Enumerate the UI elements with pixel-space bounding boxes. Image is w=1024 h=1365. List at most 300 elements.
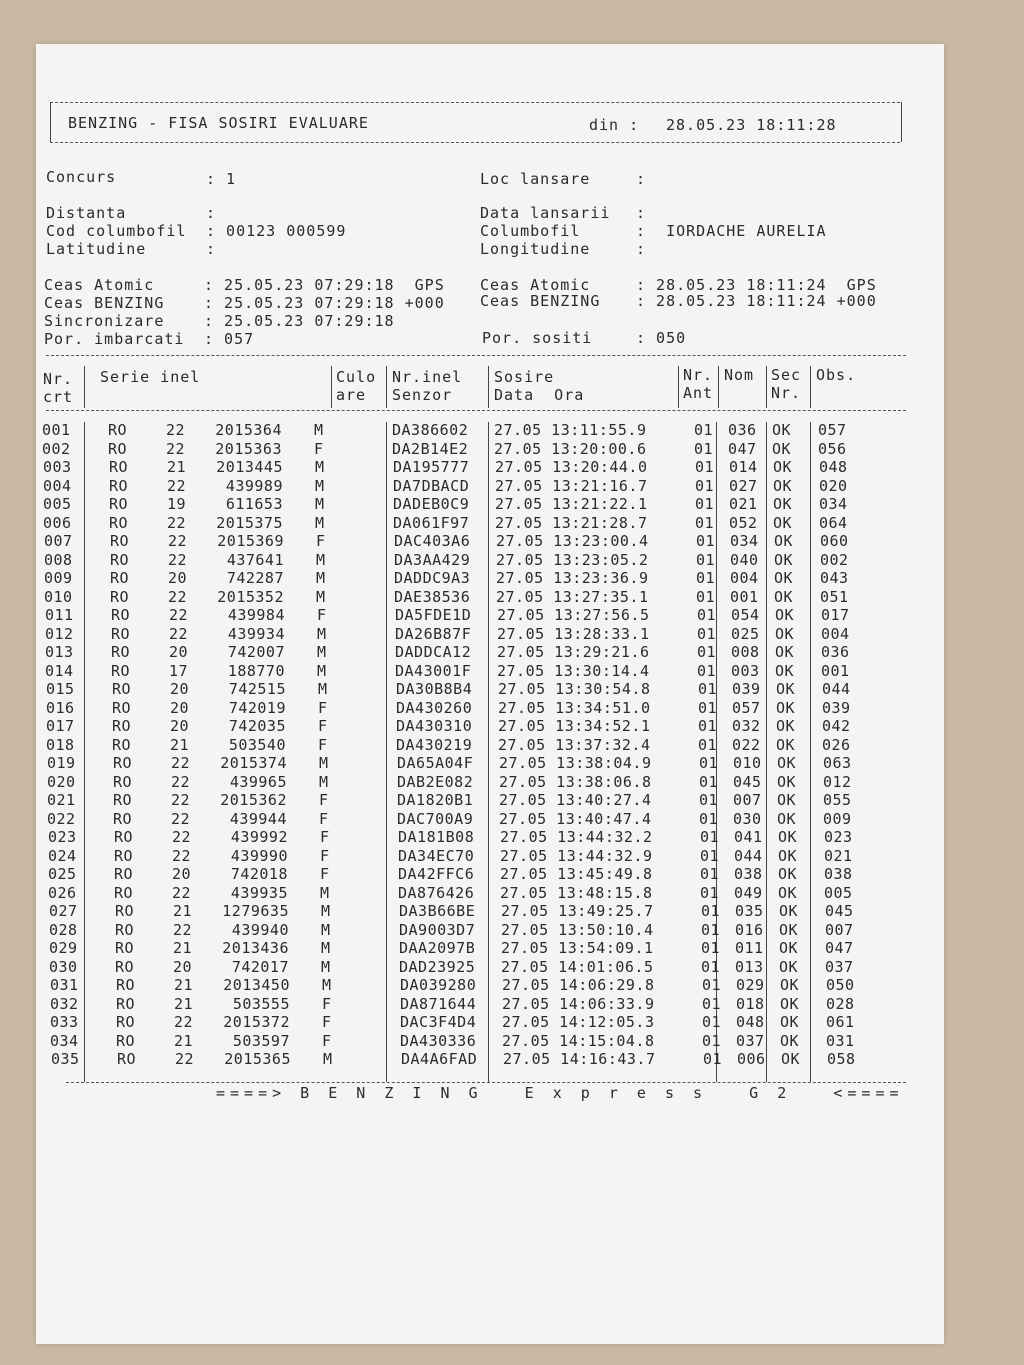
- cell-year: 22: [166, 439, 186, 458]
- table-row: [42, 421, 922, 440]
- por-imbarcati-label: Por. imbarcati: [44, 330, 185, 348]
- cell-nom: 030: [733, 809, 762, 828]
- cell-ring-number: 2015372: [223, 1013, 290, 1031]
- cell-arrival: 27.05 13:21:16.7: [495, 476, 648, 495]
- cell-year: 22: [172, 828, 192, 846]
- table-row: [42, 532, 922, 551]
- ceas-atomic-end-label: Ceas Atomic: [480, 276, 591, 294]
- cell-ring-number: 742035: [228, 717, 286, 735]
- cell-nr-crt: 012: [45, 624, 74, 643]
- col-nr-inel-2: Senzor: [392, 386, 453, 404]
- cell-sensor-ring: DA430260: [396, 698, 473, 717]
- cell-ring-number: 742515: [228, 680, 286, 698]
- cell-arrival: 27.05 13:49:25.7: [501, 902, 654, 920]
- table-row: [42, 995, 922, 1014]
- cell-arrival: 27.05 13:37:32.4: [498, 735, 651, 754]
- cell-sensor-ring: DA7DBACD: [393, 476, 470, 495]
- cell-nr-crt: 005: [43, 495, 72, 513]
- cell-sec: OK: [772, 421, 792, 439]
- col-divider: [810, 366, 811, 408]
- cell-nom: 003: [731, 661, 760, 680]
- cell-sec: OK: [774, 587, 794, 606]
- col-divider: [84, 366, 85, 408]
- cell-sex: M: [321, 920, 331, 939]
- cell-obs: 045: [825, 902, 854, 920]
- table-row: [42, 569, 922, 588]
- table-row: [42, 717, 922, 736]
- cell-nr-ant: 01: [697, 624, 717, 643]
- cell-year: 20: [170, 680, 190, 698]
- cell-sec: OK: [776, 680, 796, 698]
- cell-sensor-ring: DA430336: [400, 1031, 477, 1050]
- cell-sec: OK: [779, 902, 799, 920]
- cell-obs: 063: [823, 754, 852, 772]
- cell-sex: M: [319, 772, 329, 791]
- cell-sec: OK: [781, 1050, 801, 1068]
- table-row: [42, 1050, 922, 1069]
- cell-sec: OK: [777, 754, 797, 772]
- cell-nr-crt: 024: [48, 846, 77, 865]
- col-culoare-2: are: [336, 386, 367, 404]
- cell-sex: M: [320, 883, 330, 902]
- cell-nom: 037: [736, 1031, 765, 1050]
- cell-nom: 032: [732, 717, 761, 735]
- cell-sensor-ring: DA181B08: [398, 828, 475, 846]
- cell-sex: M: [316, 569, 326, 587]
- cell-arrival: 27.05 13:40:27.4: [499, 791, 652, 809]
- cell-sensor-ring: DA061F97: [393, 513, 470, 532]
- cell-country: RO: [108, 439, 128, 458]
- table-row: [42, 921, 922, 940]
- cell-year: 20: [172, 865, 192, 883]
- cell-sec: OK: [780, 1031, 800, 1050]
- col-nr-crt-1: Nr.: [43, 370, 74, 388]
- cell-sec: OK: [778, 846, 798, 865]
- cell-obs: 044: [822, 680, 851, 698]
- cell-sensor-ring: DA5FDE1D: [395, 606, 472, 624]
- col-culoare-1: Culo: [336, 368, 377, 386]
- cell-year: 22: [167, 476, 187, 495]
- cell-ring-number: 188770: [227, 661, 285, 680]
- table-row: [42, 662, 922, 681]
- cell-arrival: 27.05 13:30:54.8: [498, 680, 651, 698]
- cell-arrival: 27.05 13:21:22.1: [495, 495, 648, 513]
- cell-country: RO: [114, 828, 134, 846]
- cell-obs: 038: [824, 865, 853, 883]
- table-row: [42, 736, 922, 755]
- cell-year: 22: [166, 421, 186, 439]
- cell-ring-number: 439934: [227, 624, 285, 643]
- cell-ring-number: 503597: [232, 1031, 290, 1050]
- cell-ring-number: 2015369: [217, 532, 284, 550]
- cell-sensor-ring: DAB2E082: [397, 772, 474, 791]
- cell-ring-number: 742018: [230, 865, 288, 883]
- header-bottom-rule: [50, 142, 900, 143]
- cell-ring-number: 439984: [227, 606, 285, 624]
- cell-sensor-ring: DA039280: [400, 976, 477, 994]
- cell-sec: OK: [776, 735, 796, 754]
- cell-nom: 039: [732, 680, 761, 698]
- cell-arrival: 27.05 13:23:36.9: [496, 569, 649, 587]
- cell-nr-crt: 025: [48, 865, 77, 883]
- cell-nr-crt: 028: [49, 920, 78, 939]
- cell-year: 19: [167, 495, 187, 513]
- cell-nr-crt: 022: [47, 809, 76, 828]
- cell-obs: 050: [826, 976, 855, 994]
- cell-country: RO: [112, 698, 132, 717]
- cell-year: 22: [171, 754, 191, 772]
- cell-sec: OK: [773, 476, 793, 495]
- cell-nr-crt: 034: [50, 1031, 79, 1050]
- por-sositi-value: : 050: [636, 329, 687, 347]
- cell-obs: 004: [821, 624, 850, 643]
- cell-sex: F: [318, 735, 328, 754]
- cell-nr-ant: 01: [700, 828, 720, 846]
- cell-ring-number: 439944: [229, 809, 287, 828]
- cell-sensor-ring: DA2B14E2: [392, 439, 469, 458]
- cell-arrival: 27.05 14:15:04.8: [502, 1031, 655, 1050]
- cell-nr-crt: 007: [44, 532, 73, 550]
- cell-sec: OK: [778, 865, 798, 883]
- cell-nr-ant: 01: [699, 772, 719, 791]
- cell-sex: M: [321, 957, 331, 976]
- longitudine-value: :: [636, 240, 647, 258]
- cell-nr-crt: 021: [47, 791, 76, 809]
- cell-sensor-ring: DAC403A6: [394, 532, 471, 550]
- table-header: [43, 366, 910, 408]
- cell-nom: 001: [730, 587, 759, 606]
- col-divider: [386, 366, 387, 408]
- cell-sensor-ring: DA195777: [393, 458, 470, 476]
- col-nr-ant-2: Ant: [683, 384, 714, 402]
- cell-sec: OK: [774, 532, 794, 550]
- distanta-label: Distanta: [46, 204, 127, 222]
- cell-sec: OK: [780, 994, 800, 1013]
- cell-obs: 026: [822, 735, 851, 754]
- cell-ring-number: 742019: [228, 698, 286, 717]
- cell-nr-crt: 008: [44, 550, 73, 569]
- cell-sex: M: [317, 661, 327, 680]
- cell-nr-ant: 01: [703, 1050, 723, 1068]
- cell-year: 22: [171, 791, 191, 809]
- cell-nr-ant: 01: [700, 883, 720, 902]
- cell-obs: 034: [819, 495, 848, 513]
- ceas-atomic-end-value: : 28.05.23 18:11:24 GPS: [636, 276, 877, 294]
- cell-nr-ant: 01: [698, 698, 718, 717]
- cell-nr-crt: 015: [46, 680, 75, 698]
- cell-year: 21: [170, 735, 190, 754]
- cell-sex: F: [319, 791, 329, 809]
- table-bottom-rule: [66, 1082, 906, 1083]
- cell-obs: 060: [820, 532, 849, 550]
- cell-sex: M: [315, 476, 325, 495]
- cell-sensor-ring: DA430219: [396, 735, 473, 754]
- cell-sec: OK: [780, 976, 800, 994]
- cell-obs: 056: [818, 439, 847, 458]
- cell-obs: 009: [823, 809, 852, 828]
- cell-nr-crt: 004: [43, 476, 72, 495]
- col-divider: [718, 366, 719, 408]
- cell-year: 22: [172, 846, 192, 865]
- col-obs: Obs.: [816, 366, 857, 384]
- cell-ring-number: 503555: [232, 994, 290, 1013]
- cell-nom: 004: [730, 569, 759, 587]
- cell-nr-ant: 01: [701, 957, 721, 976]
- cell-nr-ant: 01: [695, 513, 715, 532]
- cell-arrival: 27.05 14:16:43.7: [503, 1050, 656, 1068]
- cell-nom: 014: [729, 458, 758, 476]
- cell-sec: OK: [778, 828, 798, 846]
- cell-nom: 007: [733, 791, 762, 809]
- cell-nom: 048: [736, 1013, 765, 1031]
- cell-year: 22: [169, 624, 189, 643]
- cell-obs: 048: [819, 458, 848, 476]
- cell-ring-number: 439965: [229, 772, 287, 791]
- cell-nr-ant: 01: [697, 606, 717, 624]
- cell-nr-ant: 01: [696, 587, 716, 606]
- cell-nom: 038: [734, 865, 763, 883]
- cell-obs: 043: [820, 569, 849, 587]
- cell-obs: 021: [824, 846, 853, 865]
- table-row: [42, 680, 922, 699]
- table-row: [42, 828, 922, 847]
- cell-arrival: 27.05 13:38:04.9: [499, 754, 652, 772]
- cell-sec: OK: [773, 513, 793, 532]
- ceas-benzing-start-label: Ceas BENZING: [44, 294, 165, 312]
- loc-lansare-label: Loc lansare: [480, 170, 591, 188]
- report-date-value: 28.05.23 18:11:28: [666, 116, 837, 134]
- cell-year: 22: [168, 587, 188, 606]
- cell-arrival: 27.05 13:11:55.9: [494, 421, 647, 439]
- cell-ring-number: 437641: [226, 550, 284, 569]
- cell-ring-number: 2015365: [224, 1050, 291, 1068]
- cell-nom: 034: [730, 532, 759, 550]
- cell-nr-crt: 011: [45, 606, 74, 624]
- cell-ring-number: 503540: [228, 735, 286, 754]
- cell-sensor-ring: DA42FFC6: [398, 865, 475, 883]
- col-sosire-1: Sosire: [494, 368, 555, 386]
- cell-sec: OK: [777, 772, 797, 791]
- cell-nr-ant: 01: [698, 717, 718, 735]
- cell-sensor-ring: DAA2097B: [399, 939, 476, 957]
- cell-nom: 016: [735, 920, 764, 939]
- cell-arrival: 27.05 13:50:10.4: [501, 920, 654, 939]
- cell-year: 22: [168, 550, 188, 569]
- cell-sec: OK: [773, 458, 793, 476]
- cell-arrival: 27.05 13:44:32.9: [500, 846, 653, 865]
- cell-nom: 054: [731, 606, 760, 624]
- cell-arrival: 27.05 13:29:21.6: [497, 643, 650, 661]
- table-top-rule: [46, 355, 906, 356]
- cell-ring-number: 742017: [231, 957, 289, 976]
- table-row: [42, 1013, 922, 1032]
- cell-ring-number: 2015374: [220, 754, 287, 772]
- table-row: [42, 606, 922, 625]
- cell-sex: M: [317, 643, 327, 661]
- col-nr-crt-2: crt: [43, 388, 74, 406]
- col-nr-inel-1: Nr.inel: [392, 368, 463, 386]
- cell-country: RO: [111, 606, 131, 624]
- cell-arrival: 27.05 14:01:06.5: [501, 957, 654, 976]
- cell-sensor-ring: DA26B87F: [395, 624, 472, 643]
- cell-sec: OK: [779, 939, 799, 957]
- cell-sensor-ring: DADDCA12: [395, 643, 472, 661]
- cell-arrival: 27.05 14:06:33.9: [502, 994, 655, 1013]
- cell-obs: 055: [823, 791, 852, 809]
- cell-nr-crt: 016: [46, 698, 75, 717]
- cell-arrival: 27.05 13:27:56.5: [497, 606, 650, 624]
- cell-country: RO: [112, 717, 132, 735]
- cell-arrival: 27.05 13:44:32.2: [500, 828, 653, 846]
- table-row: [42, 643, 922, 662]
- cell-obs: 001: [821, 661, 850, 680]
- sincronizare-value: : 25.05.23 07:29:18: [204, 312, 395, 330]
- cell-sensor-ring: DADEB0C9: [393, 495, 470, 513]
- cell-nr-crt: 027: [49, 902, 78, 920]
- cell-ring-number: 2013445: [216, 458, 283, 476]
- cell-arrival: 27.05 13:21:28.7: [495, 513, 648, 532]
- cell-country: RO: [115, 920, 135, 939]
- cell-country: RO: [113, 754, 133, 772]
- cell-sec: OK: [772, 439, 792, 458]
- cell-arrival: 27.05 13:48:15.8: [500, 883, 653, 902]
- cell-year: 20: [173, 957, 193, 976]
- cell-sec: OK: [779, 920, 799, 939]
- cell-country: RO: [112, 680, 132, 698]
- cell-sex: M: [319, 754, 329, 772]
- cell-country: RO: [108, 421, 128, 439]
- cell-year: 22: [172, 883, 192, 902]
- cell-sensor-ring: DA9003D7: [399, 920, 476, 939]
- table-row: [42, 865, 922, 884]
- cell-sec: OK: [775, 661, 795, 680]
- cell-sec: OK: [775, 624, 795, 643]
- cell-country: RO: [116, 976, 136, 994]
- cell-sensor-ring: DAC3F4D4: [400, 1013, 477, 1031]
- cell-country: RO: [113, 809, 133, 828]
- col-serie-inel: Serie inel: [100, 368, 201, 386]
- cell-obs: 017: [821, 606, 850, 624]
- cell-sensor-ring: DADDC9A3: [394, 569, 471, 587]
- cell-sex: M: [318, 680, 328, 698]
- cell-nr-crt: 019: [47, 754, 76, 772]
- cell-country: RO: [111, 661, 131, 680]
- cell-sex: F: [320, 846, 330, 865]
- table-row: [42, 514, 922, 533]
- cell-sex: M: [314, 421, 324, 439]
- cell-obs: 005: [824, 883, 853, 902]
- cell-arrival: 27.05 13:28:33.1: [497, 624, 650, 643]
- cell-sec: OK: [778, 883, 798, 902]
- report-date-label: din :: [589, 116, 640, 134]
- cell-country: RO: [117, 1050, 137, 1068]
- cell-country: RO: [116, 1013, 136, 1031]
- cell-obs: 042: [822, 717, 851, 735]
- report-title: BENZING - FISA SOSIRI EVALUARE: [68, 114, 369, 132]
- cell-year: 22: [168, 532, 188, 550]
- table-row: [42, 495, 922, 514]
- cell-sensor-ring: DAE38536: [394, 587, 471, 606]
- cell-sensor-ring: DA871644: [400, 994, 477, 1013]
- table-row: [42, 939, 922, 958]
- cell-nom: 052: [729, 513, 758, 532]
- cell-arrival: 27.05 13:54:09.1: [501, 939, 654, 957]
- cell-year: 22: [171, 809, 191, 828]
- ceas-benzing-end-label: Ceas BENZING: [480, 292, 601, 310]
- cell-nr-crt: 013: [45, 643, 74, 661]
- columbofil-label: Columbofil: [480, 222, 581, 240]
- cell-nom: 018: [736, 994, 765, 1013]
- cell-nr-crt: 023: [48, 828, 77, 846]
- ceas-atomic-start-value: : 25.05.23 07:29:18 GPS: [204, 276, 445, 294]
- table-row: [42, 458, 922, 477]
- cell-sex: F: [320, 828, 330, 846]
- cell-ring-number: 2015375: [216, 513, 283, 532]
- cell-nr-ant: 01: [694, 439, 714, 458]
- cell-arrival: 27.05 13:20:44.0: [495, 458, 648, 476]
- cell-ring-number: 2013450: [223, 976, 290, 994]
- cell-sex: F: [319, 809, 329, 828]
- cell-nom: 022: [732, 735, 761, 754]
- cell-country: RO: [109, 458, 129, 476]
- latitudine-value: :: [206, 240, 217, 258]
- cell-sec: OK: [780, 1013, 800, 1031]
- cell-nr-ant: 01: [702, 994, 722, 1013]
- col-sec-2: Nr.: [771, 384, 802, 402]
- cell-sex: F: [322, 1031, 332, 1050]
- latitudine-label: Latitudine: [46, 240, 147, 258]
- cell-year: 20: [170, 717, 190, 735]
- cell-arrival: 27.05 13:34:52.1: [498, 717, 651, 735]
- cell-arrival: 27.05 14:12:05.3: [502, 1013, 655, 1031]
- cell-obs: 039: [822, 698, 851, 717]
- cell-ring-number: 2015362: [220, 791, 287, 809]
- table-row: [42, 699, 922, 718]
- cell-nr-crt: 009: [44, 569, 73, 587]
- cell-country: RO: [111, 624, 131, 643]
- cell-nom: 027: [729, 476, 758, 495]
- cell-sensor-ring: DAC700A9: [397, 809, 474, 828]
- cell-sex: M: [317, 624, 327, 643]
- cell-nr-ant: 01: [699, 791, 719, 809]
- cell-country: RO: [109, 476, 129, 495]
- cell-ring-number: 742287: [226, 569, 284, 587]
- concurs-value: : 1: [206, 170, 237, 188]
- cell-nom: 041: [734, 828, 763, 846]
- cell-sec: OK: [775, 643, 795, 661]
- cod-columbofil-label: Cod columbofil: [46, 222, 187, 240]
- cell-nr-ant: 01: [696, 569, 716, 587]
- columbofil-value: : IORDACHE AURELIA: [636, 222, 827, 240]
- cell-ring-number: 439940: [231, 920, 289, 939]
- cell-year: 22: [167, 513, 187, 532]
- col-divider: [331, 366, 332, 408]
- table-row: [42, 810, 922, 829]
- cell-nr-ant: 01: [698, 735, 718, 754]
- cell-nr-ant: 01: [700, 865, 720, 883]
- col-sosire-2: Data Ora: [494, 386, 585, 404]
- cell-obs: 037: [825, 957, 854, 976]
- printed-sheet: [36, 44, 944, 1344]
- cell-country: RO: [110, 550, 130, 569]
- cell-country: RO: [113, 791, 133, 809]
- cell-country: RO: [115, 957, 135, 976]
- table-body: [42, 421, 922, 1069]
- cell-arrival: 27.05 13:34:51.0: [498, 698, 651, 717]
- cell-arrival: 27.05 13:38:06.8: [499, 772, 652, 791]
- cell-ring-number: 439992: [230, 828, 288, 846]
- table-row: [42, 773, 922, 792]
